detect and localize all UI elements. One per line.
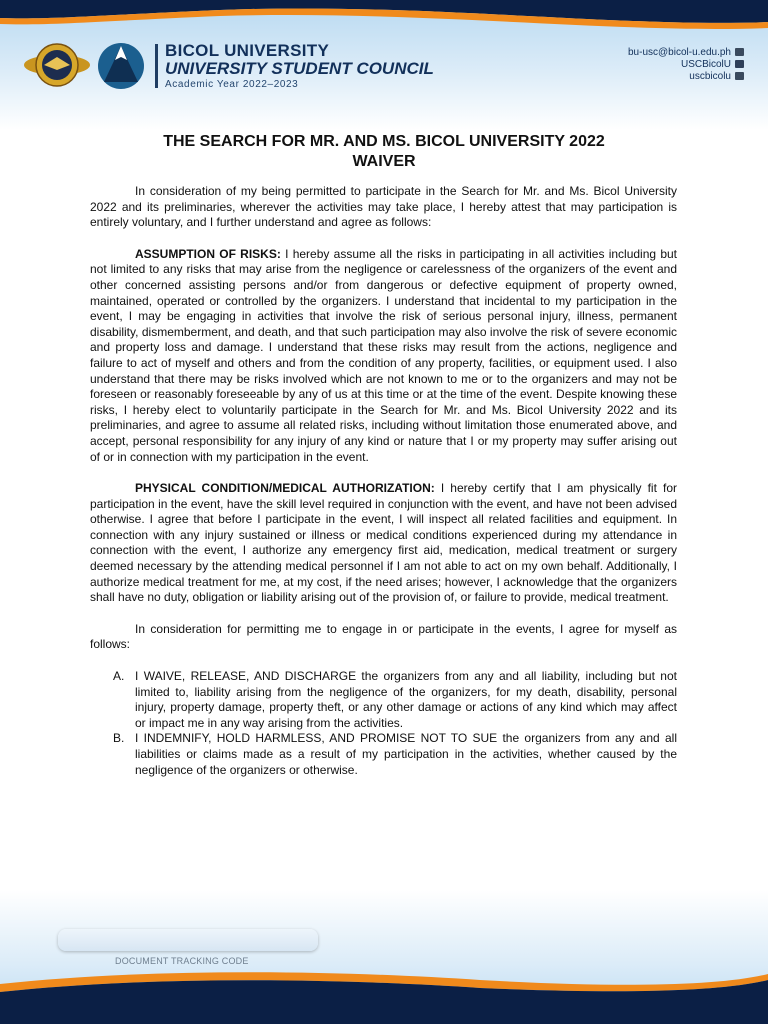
email-icon (735, 48, 744, 56)
risks-heading: ASSUMPTION OF RISKS: (135, 246, 281, 261)
header-wave-decoration (0, 0, 768, 40)
list-item (113, 731, 677, 778)
document-body (90, 184, 677, 778)
footer-wave-decoration (0, 960, 768, 1024)
list-marker: B. (113, 731, 125, 746)
agreement-list (90, 669, 677, 778)
risks-text: I hereby assume all the risks in participating in all activities including but not limited to any risks that may arise from the negligence or carelessness of the organizers of the event and other concerned assisting persons and/or from dangerous or defective equipment of property owned, maintained, operated or controlled by the organizers. I understand that incidental to my participation in the event, I may be engaging in activities that involve the risk of serious personal injury, illness, permanent disability, dismemberment, and death, and that such participation may also involve the risk of severe economic and property loss and damage. I understand that these risks may result from the actions, negligence and failure to act of myself and others and from the condition of any property, facilities, or equipment used. I also understand that there may be risks involved which are not known to me or to the organizers and may not be foreseen or reasonably foreseeable by any of us at this time or at the time of the event. Despite knowing these risks, I hereby elect to voluntarily participate in the Search for Mr. and Ms. Bicol University 2022 and its preliminaries, and agree to assume all related risks, including without limitation those enumerated above, and accept, personal responsibility for any injury of any kind or nature that I or my property may suffer arising out of or in connection with my participation in the event. (90, 246, 678, 464)
university-name: BICOL UNIVERSITY (165, 41, 330, 60)
contact-email[interactable]: bu-usc@bicol-u.edu.ph (628, 47, 731, 58)
physical-paragraph (90, 481, 677, 606)
social-icon (735, 72, 744, 80)
intro-paragraph: In consideration of my being permitted to participate in the Search for Mr. and Ms. Bicol University 2022 and its preliminaries, wherever the activities may take place, I hereby attest that may participation is entirely voluntary, and I further understand and agree as follows: (90, 184, 677, 230)
physical-heading: PHYSICAL CONDITION/MEDICAL AUTHORIZATION: (135, 481, 435, 496)
tracking-code-field[interactable] (58, 929, 318, 951)
tracking-code-label: DOCUMENT TRACKING CODE (115, 956, 249, 966)
document-title (60, 132, 708, 172)
council-name: UNIVERSITY STUDENT COUNCIL (165, 59, 434, 78)
list-item (113, 669, 677, 731)
academic-year: Academic Year 2022–2023 (165, 79, 299, 90)
risks-paragraph (90, 247, 677, 465)
header-divider (155, 44, 158, 88)
facebook-icon (735, 60, 744, 68)
contact-info (628, 47, 744, 83)
bicol-university-seal-logo (22, 40, 92, 90)
contact-facebook[interactable]: USCBicolU (680, 59, 731, 70)
usc-mountain-logo (96, 38, 146, 92)
list-marker: A. (113, 669, 125, 684)
title-line-2: WAIVER (352, 153, 416, 170)
consideration-paragraph: In consideration for permitting me to engage in or participate in the events, I agree for myself as follows: (90, 621, 677, 652)
list-item-text: I WAIVE, RELEASE, AND DISCHARGE the organizers from any and all liability, including but not limited to, liability arising from the negligence of the organizers, for my death, disability, personal injury, property damage, property theft, or any other damage or actions of any kind which may affect or impact me in any way arising from the activities. (135, 669, 677, 730)
contact-handle[interactable]: uscbicolu (689, 71, 731, 82)
physical-text: I hereby certify that I am physically fit for participation in the event, have the skill level required in conjunction with the event, and have not been advised otherwise. I agree that before I participate in the event, I will inspect all related facilities and equipment. In connection with any injury sustained or illness or medical conditions experienced during my attendance in connection with the event, I authorize any emergency first aid, medication, medical treatment or surgery deemed necessary by the attending medical personnel if I am not able to act on my own behalf. Additionally, I authorize medical treatment for me, at my cost, if the need arises; however, I acknowledge that the organizers shall have no duty, obligation or liability arising out of the provision of, or failure to provide, medical treatment. (90, 481, 678, 605)
title-line-1: THE SEARCH FOR MR. AND MS. BICOL UNIVERSITY 2022 (163, 133, 605, 150)
list-item-text: I INDEMNIFY, HOLD HARMLESS, AND PROMISE NOT TO SUE the organizers from any and all liabilities or claims made as a result of my participation in the activities, whether caused by the negligence of the organizers or otherwise. (135, 731, 677, 777)
